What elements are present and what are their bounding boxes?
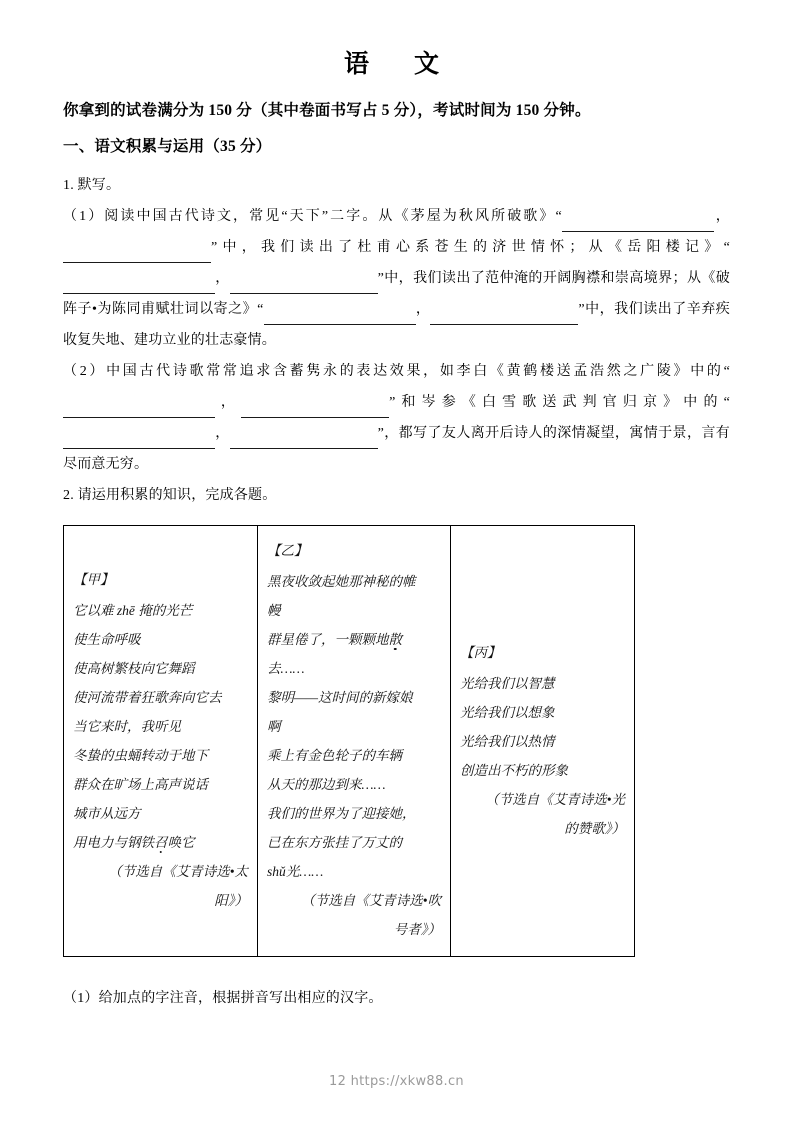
poem-line: 使生命呼吸 [73, 632, 141, 647]
cell-tag-yi: 【乙】 [267, 543, 308, 558]
question-2-sub-1: （1）给加点的字注音，根据拼音写出相应的汉字。 [63, 991, 383, 1006]
poem-line: 我们的世界为了迎接她， [267, 806, 416, 821]
page-content [63, 48, 730, 1028]
poem-source-line: 阳》） [214, 893, 248, 908]
answer-blank[interactable] [241, 402, 389, 418]
question-2-label: 2. 请运用积累的知识，完成各题。 [63, 488, 277, 503]
dotted-char-zhao: 召 [154, 835, 168, 850]
footer-watermark: 12 https://xkw88.cn [329, 1074, 464, 1089]
poem-line: 光给我们以智慧 [460, 675, 555, 691]
poem-excerpt-table [63, 525, 635, 957]
poem-line: 它以难 zhē 掩的光芒 [73, 603, 193, 618]
q1-p1-text-c: ”中，我们读出了范仲淹的开阔胸襟和崇高境界；从《破阵子•为陈同甫赋壮词以寄之》“ [63, 271, 731, 317]
answer-blank[interactable] [63, 402, 215, 418]
poem-line: 创造出不朽的形象 [460, 762, 568, 778]
q1-p1-text-a: （1）阅读中国古代诗文，常见“天下”二字。从《茅屋为秋风所破歌》“ [63, 209, 562, 224]
page-title: 语 文 [343, 51, 449, 78]
answer-blank[interactable] [230, 278, 378, 294]
cell-tag-bing: 【丙】 [460, 644, 501, 660]
poem-line: 已在东方张挂了万丈的 [267, 835, 402, 850]
table-cell-yi [258, 526, 451, 957]
poem-source-line: 号者》） [393, 922, 441, 937]
poem-line: 乘上有金色轮子的车辆 [267, 748, 402, 763]
q1-quote-open-1: “ [723, 364, 730, 379]
poem-line: 使河流带着狂歌奔向它去 [73, 690, 222, 705]
answer-blank[interactable] [430, 309, 578, 325]
poem-line: 从天的那边到来…… [267, 777, 386, 792]
table-row [64, 526, 635, 957]
q1-p1-text-d: ”中，我们读出了辛弃疾收复失地、建功立业的壮志豪情。 [63, 302, 730, 348]
poem-line: 群众在旷场上高声说话 [73, 777, 208, 792]
q1-p2-text-a: （2）中国古代诗歌常常追求含蓄隽永的表达效果，如李白《黄鹤楼送孟浩然之广陵》中的 [63, 364, 724, 379]
answer-blank[interactable] [230, 433, 378, 449]
poem-line: 黑夜收敛起她那神秘的帷 [267, 574, 416, 589]
section-heading-one: 一、语文积累与运用（35 分） [63, 138, 272, 155]
q1-p2-text-b: ”和岑参《白雪歌送武判官归京》中的 [389, 395, 724, 410]
answer-blank[interactable] [63, 433, 215, 449]
question-1-part-1 [63, 201, 730, 356]
poem-source-line: （节选自《艾青诗选•光 [485, 791, 625, 807]
dotted-char-san: 散 [388, 632, 402, 647]
poem-line-with-dot: 用电力与钢铁召唤它 [73, 835, 195, 850]
poem-source-line: （节选自《艾青诗选•太 [108, 864, 248, 879]
poem-line: shǔ光…… [267, 864, 324, 879]
q1-comma-3: ， [415, 302, 431, 317]
poem-line: 城市从远方 [73, 806, 141, 821]
poem-line: 使高树繁枝向它舞蹈 [73, 661, 195, 676]
question-1-part-2 [63, 356, 730, 480]
poem-source-line: （节选自《艾青诗选•吹 [301, 893, 441, 908]
answer-blank[interactable] [562, 216, 714, 232]
q1-comma-4: ， [215, 395, 242, 410]
poem-line: 当它来时，我听见 [73, 719, 181, 734]
q1-comma-5: ， [215, 426, 230, 441]
poem-line: 光给我们以想象 [460, 704, 555, 720]
question-1-label: 1. 默写。 [63, 178, 121, 193]
q1-quote-open-2: “ [723, 395, 730, 410]
poem-line: 黎明——这时间的新嫁娘 [267, 690, 413, 705]
poem-line: 啊 [267, 719, 281, 734]
poem-line: 冬蛰的虫蛹转动于地下 [73, 748, 208, 763]
poem-line: 去…… [267, 661, 305, 676]
exam-instructions: 你拿到的试卷满分为 150 分（其中卷面书写占 5 分），考试时间为 150 分钟。 [63, 102, 591, 119]
q1-comma-2: ， [215, 271, 230, 286]
poem-source-line: 的赞歌》） [564, 820, 625, 836]
answer-blank[interactable] [264, 309, 416, 325]
poem-line-with-dot: 群星倦了，一颗颗地散 [267, 632, 402, 647]
table-cell-jia [64, 526, 258, 957]
poem-line: 光给我们以热情 [460, 733, 555, 749]
poem-line: 幔 [267, 603, 281, 618]
answer-blank[interactable] [63, 247, 211, 263]
q1-p2-text-c: ”，都写了友人离开后诗人的深情凝望，寓情于景，言有尽而意无穷。 [63, 426, 731, 472]
cell-tag-jia: 【甲】 [73, 572, 114, 587]
q1-p1-text-b: ”中，我们读出了杜甫心系苍生的济世情怀；从《岳阳楼记》“ [211, 240, 730, 255]
q1-comma-1: ， [713, 209, 731, 224]
answer-blank[interactable] [63, 278, 215, 294]
table-cell-bing [451, 526, 635, 957]
